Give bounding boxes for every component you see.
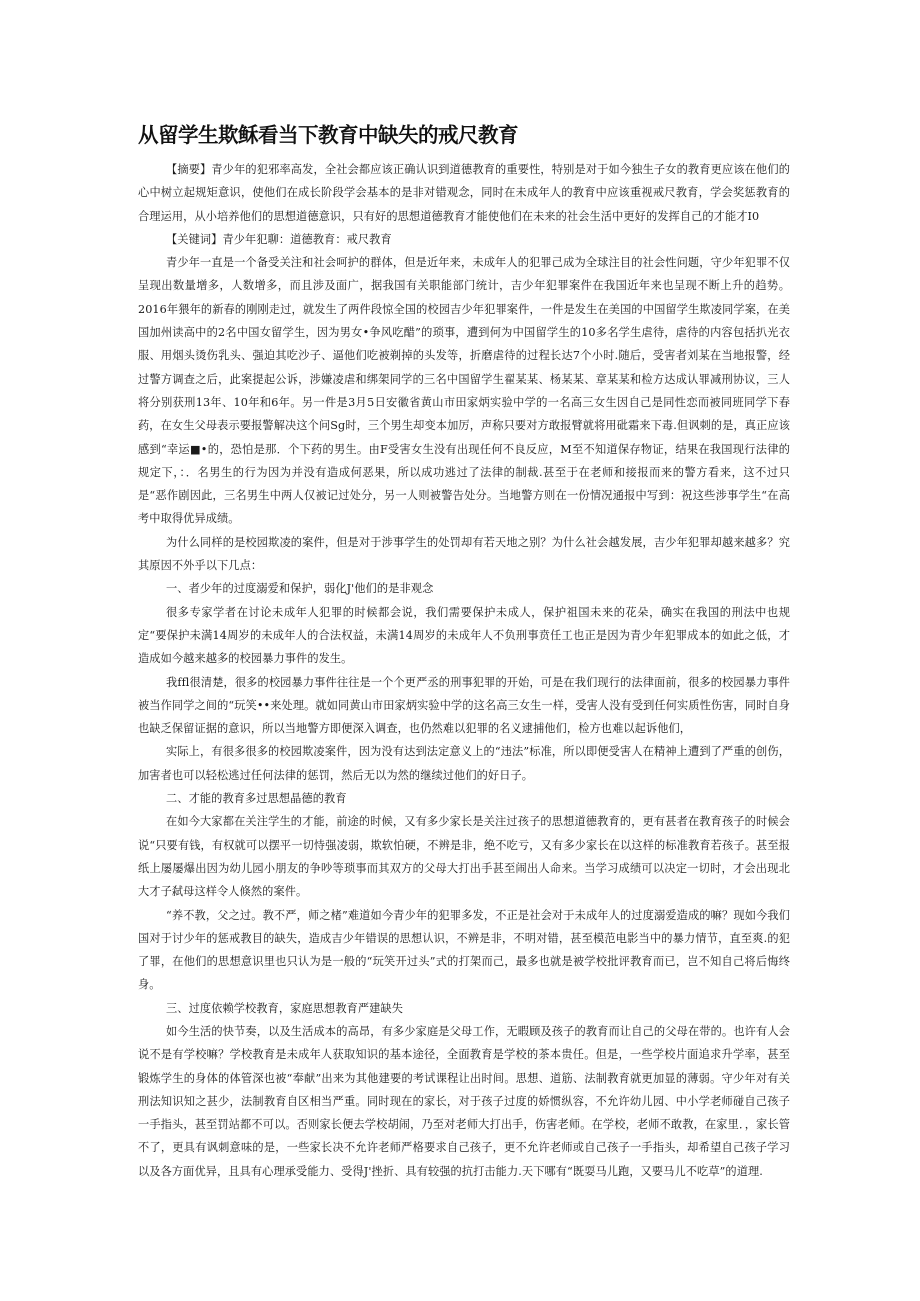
body-paragraph: 实际上，有很多很多的校园欺凌案件，因为没有达到法定意义上的“违法”标准，所以即便受害人在精神上遭到了严重的创伤，加害者也可以轻松逃过任何法律的惩罚，然后无以为然的继续过他们的好日子。 bbox=[138, 745, 790, 782]
section-heading-3: 三、过度依赖学校教育，家庭思想教育严建缺失 bbox=[166, 1001, 404, 1015]
document-body bbox=[138, 158, 790, 1183]
body-paragraph-question: 为什么同样的是校园欺凌的案件，但是对于涉事学生的处罚却有若天地之别？为什么社会越发展，吉少年犯罪却越来越多？究其原因不外乎以下几点： bbox=[138, 535, 790, 573]
body-paragraph: “养不教，父之过。教不严，师之楮”难道如今青少年的犯罪多发，不正是社会对于未成年人的过度溺爱造成的嘛？现如今我们国对于讨少年的惩戒教目的缺失，造成吉少年错误的思想认识，不辨是非，不明对错，甚至模范电影当中的暴力情节，直至爽.的犯了罪，在他们的思想意识里也只认为是一般的“玩笑开过头”式的打架而己，最多也就是被学校批评教育而已，岂不知自己将后悔终身。 bbox=[138, 908, 790, 992]
section-heading-2: 二、才能的教育多过思想晶德的教育 bbox=[166, 792, 347, 806]
body-paragraph-intro: 青少年一直是一个备受关注和社会呵护的群体，但是近年来，未成年人的犯罪己成为全球注目的社会性问题，守少年犯罪不仅呈现出数量增多，人数增多，而且涉及面广，据我国有关职能部门统计，吉少年犯罪案件在我国近年来也呈现不断上升的趋势。2016年猥年的新春的刚刚走过，就发生了两件段惊全国的校园吉少年犯罪案件，一件是发生在美国的中国留学生欺凌同学案，在美国加州读高中的2名中国女留学生，因为男女•争风吃醋”的琐事，遭到何为中国留学生的10多名学生虐待，虐待的内容包括扒光衣服、用烟头烫伤乳头、强迫其吃沙子、逼他们吃被剃掉的头发等，折磨虐待的过程长达7个小时.随后，受害者刘某在当地报警，经过警方调查之后，此案提起公诉，涉嫌凌虐和绑架同学的三名中国留学生翟某某、杨某某、章某某和检方达成认罪减刑协议，三人将分别获刑13年、10年和6年。另一件是3月5日安徽省黄山市田家炳实验中学的一名高三女生因自己是同性恋而被同班同学下春药，在女生父母表示要报警解决这个问Sg时，三个男生却变本加厉，声称只要对方敢报臂就将用砒霜来下毒.但讽刺的是，真正应该感到“幸运■•的，恐怕是那．个下药的男生。由F受害女生没有出现任何不良反应，M至不知道保存物证，结果在我国现行法律的规定下，：．名男生的行为因为并没有造成何恶果，所以成功逃过了法律的制裁.甚至于在老师和接报而来的警方看来，这不过只是“恶作剧因此，三名男生中两人仅被记过处分，另一人则被警告处分。当地警方则在一份情况通报中写到：祝这些涉事学生“在高考中取得优异成绩。 bbox=[138, 256, 790, 526]
document-page bbox=[138, 122, 790, 1183]
body-paragraph: 我ffl很清楚，很多的校园暴力事件往往是一个个更严丞的刑事犯罪的开始，可是在我们现行的法律面前，很多的校园暴力事件被当作同学之间的“玩笑••来处理。就如同黄山市田家炳实验中学的这名高三女生一样，受害人没有受到任何实质性伤害，同时自身也缺乏保留证据的意识，所以当地警方即便深入调查，也仍然难以犯罪的名义逮捕他们，检方也难以起诉他们， bbox=[138, 675, 790, 736]
body-paragraph: 如今生活的快节奏，以及生活成本的高昂，有多少家庭是父母工作，无暇顾及孩子的教育而让自己的父母在带的。也许有人会说不是有学校嘛？学校教育是未成年人获取知识的基本途径，全面教育是学校的茶本贵任。但是，一些学校片面追求升学率，甚至锻炼学生的身体的体管深也被“奉献”出来为其他建要的考试课程让出时间。思想、道筋、法制教育就更加显的薄弱。守少年对有关刑法知识知之甚少，法制教育自区相当严重。同时现在的家长，对于孩子过度的娇惯纵容，不允许幼儿园、中小学老师碰自己孩子一手指头，甚至罚站都不可以。否则家长便去学校胡闹，乃至对老师大打出手，伤害老师。在学校，老师不敢教，在家里．，家长管不了，更具有讽刺意味的是，一些家长决不允许老师严格要求自己孩子，更不允许老师或自己孩子一手指头，却希望自己孩子学习以及各方面优异，且具有心理承受能力、受得J'挫折、具有较强的抗打击能力.天下哪有“既耍马儿跑，又要马儿不吃草”的道理. bbox=[138, 1024, 790, 1178]
section-heading-1: 一、者少年的过度溺爱和保护，弱化J'他们的是非观念 bbox=[166, 582, 434, 596]
abstract-paragraph: 【摘要】青少年的犯邪率高发，全社会都应该正确认识到道德教育的重要性，特别是对于如今独生子女的教育更应该在他们的心中树立起规矩意识，使他们在成长阶段学会基本的是非对错观念，同时在未成年人的教育中应该重视戒尺教育，学会奖惩教育的合理运用，从小培养他们的思想道德意识，只有好的思想道德教育才能使他们在未来的社会生活中更好的发挥自己的才能才Ⅰ0 bbox=[138, 163, 790, 223]
keywords-paragraph: 【关键词】青少年犯聊：道德教育：戒尺教育 bbox=[166, 232, 392, 246]
body-paragraph: 很多专家学者在讨论未成年人犯罪的时候都会说，我们需要保护未成人，保护祖国未来的花朵，确实在我国的刑法中也规定“要保护未满14周岁的未成年人的合法权益，未满14周岁的未成年人不负刑事贲任工也正是因为青少年犯罪成本的如此之低，才造成如今越来越多的校园暴力事件的发生。 bbox=[138, 605, 790, 666]
document-title: 从留学生欺稣看当下教育中缺失的戒尺教育 bbox=[138, 123, 518, 147]
body-paragraph: 在如今大家都在关注学生的才能，前途的时候，又有多少家长是关注过孩子的思想道德教育的，更有甚者在教育孩子的时候会说“只要有钱，有权就可以摆平一切恃强凌弱，欺软怕硬，不辨是非，绝不吃亏，又有多少家长在以这样的标准教育若孩子。甚至报纸上屡屡爆出因为幼儿园小朋友的争吵等琐事而其双方的父母大打出手甚至闹出人命来。当学习成绩可以决定一切时，才会出现北大才子弑母这样令人倏然的案件。 bbox=[138, 815, 790, 899]
